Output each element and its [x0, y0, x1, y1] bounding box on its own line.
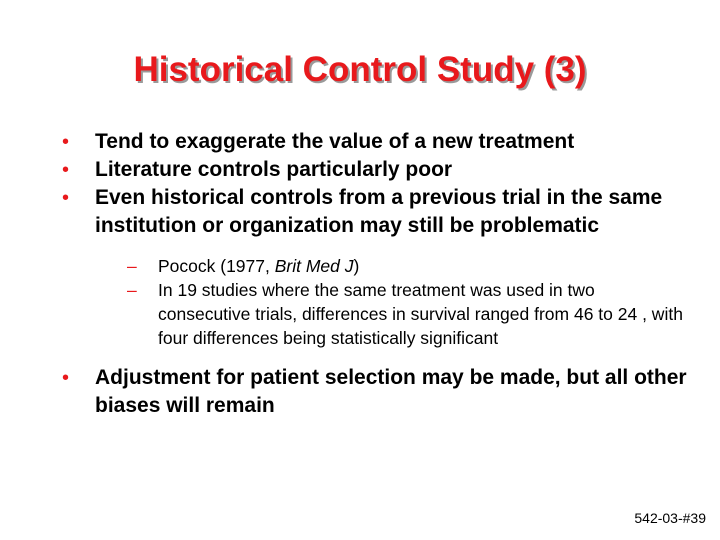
bullet-item [62, 364, 702, 420]
bullet-list [62, 128, 702, 420]
bullet-item [62, 128, 702, 156]
bullet-item [62, 184, 702, 240]
bullet-icon: • [62, 159, 70, 181]
sub-bullet-text: In 19 studies where the same treatment was used in two consecutive trials, differences in survival ranged from 46 to 24 , with four differences being statistically significant [158, 280, 683, 348]
bullet-icon: • [62, 187, 70, 209]
dash-icon: – [127, 280, 137, 300]
bullet-text: Literature controls particularly poor [95, 158, 453, 181]
bullet-item [62, 156, 702, 184]
bullet-text: Even historical controls from a previous trial in the same institution or organization may still be problematic [95, 186, 663, 237]
sub-bullet-item [127, 278, 687, 350]
bullet-text: Adjustment for patient selection may be made, but all other biases will remain [95, 366, 687, 417]
sub-bullet-list [127, 254, 687, 350]
bullet-text: Tend to exaggerate the value of a new treatment [95, 130, 575, 153]
journal-name: Brit Med J [274, 256, 354, 276]
sub-bullet-text-suffix: ) [353, 256, 360, 276]
bullet-icon: • [62, 131, 70, 153]
sub-bullet-text-prefix: Pocock (1977, [158, 256, 275, 276]
dash-icon: – [127, 256, 137, 276]
bullet-icon: • [62, 367, 70, 389]
slide-title: Historical Control Study (3) [133, 50, 587, 89]
sub-bullet-item [127, 254, 687, 278]
slide-number: 542-03-#39 [634, 510, 706, 526]
